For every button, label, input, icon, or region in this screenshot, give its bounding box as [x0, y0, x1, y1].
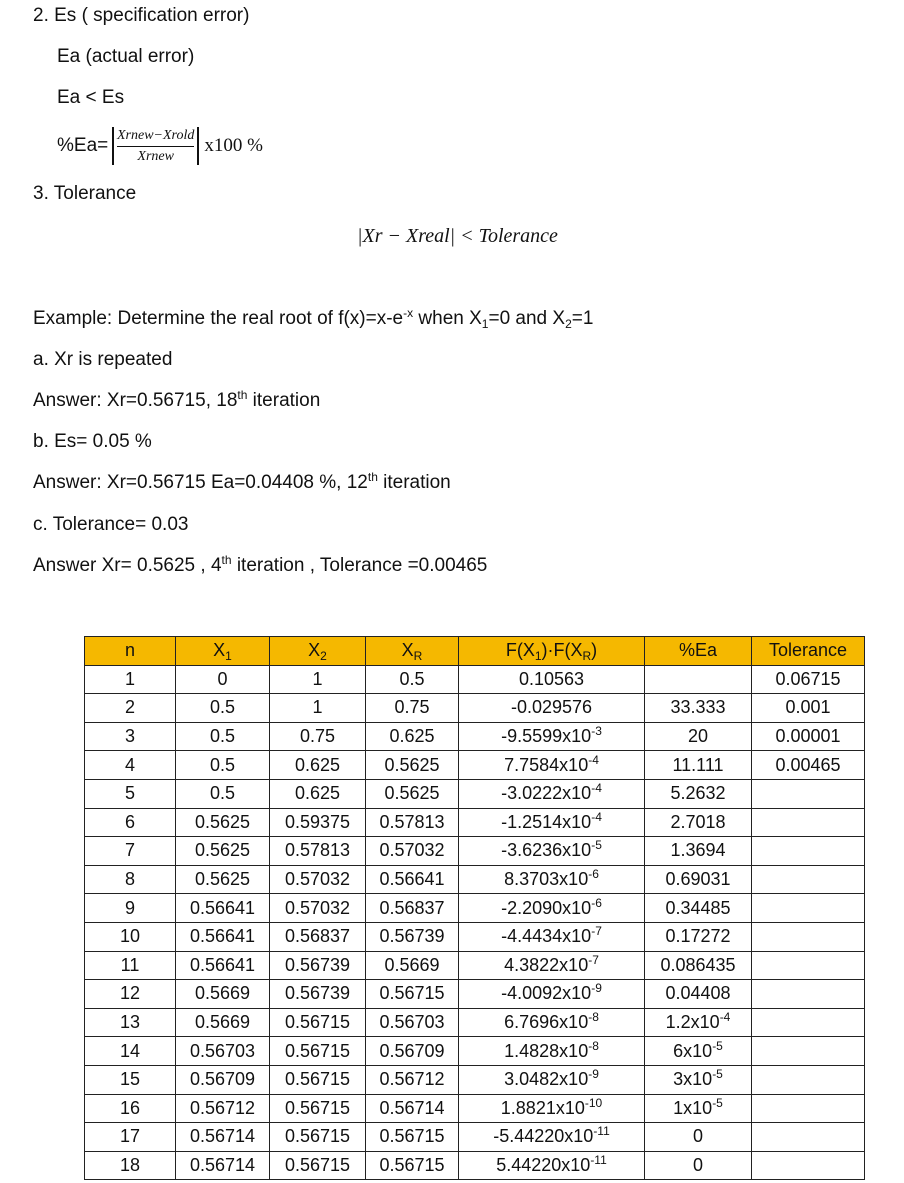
cell-ea: 0.34485 [645, 894, 752, 923]
cell-x2: 0.625 [270, 779, 366, 808]
example-exponent: -x [403, 306, 414, 320]
table-header-row [85, 637, 865, 666]
cell-n: 14 [85, 1037, 176, 1066]
part-c-sup: th [221, 553, 232, 567]
table-row [85, 1094, 865, 1123]
cell-n: 3 [85, 722, 176, 751]
cell-tolerance [752, 1008, 865, 1037]
cell-n: 15 [85, 1065, 176, 1094]
fraction-rule [117, 146, 194, 147]
cell-x1: 0 [176, 665, 270, 694]
cell-n: 1 [85, 665, 176, 694]
cell-x1: 0.56641 [176, 894, 270, 923]
cell-n: 8 [85, 865, 176, 894]
cell-x2: 0.56715 [270, 1151, 366, 1180]
cell-product: $1.8821x10^{-10}$ [459, 1094, 645, 1123]
table-row [85, 951, 865, 980]
example-subscript-2: 2 [565, 317, 572, 331]
table-row [85, 751, 865, 780]
cell-tolerance [752, 808, 865, 837]
example-text-mid: when X [413, 308, 482, 329]
tolerance-formula: |Xr − Xreal| < Tolerance [357, 225, 558, 247]
cell-tolerance [752, 837, 865, 866]
cell-ea [645, 665, 752, 694]
cell-n: 13 [85, 1008, 176, 1037]
example-text-suffix: =1 [571, 308, 594, 329]
cell-x1: 0.5625 [176, 837, 270, 866]
part-b-sup: th [367, 470, 378, 484]
cell-x1: 0.5669 [176, 1008, 270, 1037]
cell-n: 16 [85, 1094, 176, 1123]
part-a-answer [33, 389, 320, 413]
cell-product: $3.0482x10^{-9}$ [459, 1065, 645, 1094]
cell-ea: $6x10^{-5}$ [645, 1037, 752, 1066]
cell-n: 2 [85, 694, 176, 723]
cell-ea: $3x10^{-5}$ [645, 1065, 752, 1094]
cell-tolerance: 0.00465 [752, 751, 865, 780]
cell-x2: 0.56739 [270, 980, 366, 1009]
cell-xr: 0.56715 [366, 1151, 459, 1180]
cell-x1: 0.56703 [176, 1037, 270, 1066]
cell-xr: 0.57032 [366, 837, 459, 866]
cell-n: 7 [85, 837, 176, 866]
cell-product: 0.10563 [459, 665, 645, 694]
cell-product: $-1.2514x10^{-4}$ [459, 808, 645, 837]
formula-denominator: Xrnew [137, 148, 174, 164]
cell-x2: 0.57032 [270, 865, 366, 894]
cell-product: $-9.5599x10^{-3}$ [459, 722, 645, 751]
part-b-tail: iteration [377, 472, 451, 493]
cell-x2: 0.57813 [270, 837, 366, 866]
cell-x1: 0.56641 [176, 922, 270, 951]
cell-n: 11 [85, 951, 176, 980]
cell-x2: 1 [270, 665, 366, 694]
cell-x2: 0.56715 [270, 1065, 366, 1094]
part-a-answer-text: Answer: Xr=0.56715, 18 [33, 390, 238, 411]
cell-x2: 0.59375 [270, 808, 366, 837]
part-c-label: c. Tolerance= 0.03 [33, 514, 189, 535]
part-a-label: a. Xr is repeated [33, 349, 173, 370]
table-row [85, 808, 865, 837]
cell-x1: 0.5625 [176, 808, 270, 837]
cell-tolerance: 0.06715 [752, 665, 865, 694]
percent-error-formula [112, 127, 263, 165]
header-tolerance: Tolerance [752, 637, 865, 666]
cell-product: $-3.6236x10^{-5}$ [459, 837, 645, 866]
cell-x2: 0.57032 [270, 894, 366, 923]
cell-xr: 0.57813 [366, 808, 459, 837]
cell-product: $7.7584x10^{-4}$ [459, 751, 645, 780]
cell-x2: 0.56739 [270, 951, 366, 980]
cell-x1: 0.5625 [176, 865, 270, 894]
cell-x2: 0.75 [270, 722, 366, 751]
formula-fraction [114, 128, 197, 165]
cell-tolerance [752, 894, 865, 923]
cell-xr: 0.56714 [366, 1094, 459, 1123]
part-c-answer-text: Answer Xr= 0.5625 , 4 [33, 555, 222, 576]
cell-ea: 11.111 [645, 751, 752, 780]
header-ea: %Ea [645, 637, 752, 666]
cell-ea: 0.69031 [645, 865, 752, 894]
cell-ea: 0.086435 [645, 951, 752, 980]
cell-x2: 0.56715 [270, 1037, 366, 1066]
cell-product: $-2.2090x10^{-6}$ [459, 894, 645, 923]
cell-xr: 0.5625 [366, 751, 459, 780]
part-a-tail: iteration [247, 390, 321, 411]
table-row [85, 1065, 865, 1094]
cell-xr: 0.5 [366, 665, 459, 694]
cell-x1: 0.5 [176, 751, 270, 780]
cell-product: $5.44220x10^{-11}$ [459, 1151, 645, 1180]
header-x1: $X_1$ [176, 637, 270, 666]
header-n: n [85, 637, 176, 666]
table-row [85, 1037, 865, 1066]
cell-ea: $1x10^{-5}$ [645, 1094, 752, 1123]
cell-product: $8.3703x10^{-6}$ [459, 865, 645, 894]
cell-ea: 33.333 [645, 694, 752, 723]
formula-numerator: Xrnew−Xrold [117, 127, 195, 143]
cell-x2: 0.56715 [270, 1094, 366, 1123]
table-row [85, 1151, 865, 1180]
table-row [85, 865, 865, 894]
example-text-prefix: Example: Determine the real root of f(x)=x-e [33, 308, 404, 329]
cell-tolerance [752, 865, 865, 894]
cell-product: $6.7696x10^{-8}$ [459, 1008, 645, 1037]
table-row [85, 1123, 865, 1152]
table-row [85, 980, 865, 1009]
cell-x1: 0.56641 [176, 951, 270, 980]
cell-xr: 0.625 [366, 722, 459, 751]
cell-n: 18 [85, 1151, 176, 1180]
ea-condition: Ea < Es [57, 87, 125, 108]
cell-ea: $1.2x10^{-4}$ [645, 1008, 752, 1037]
cell-tolerance [752, 1094, 865, 1123]
example-statement [33, 307, 593, 331]
cell-xr: 0.56837 [366, 894, 459, 923]
part-c-answer [33, 554, 487, 578]
cell-xr: 0.5625 [366, 779, 459, 808]
cell-n: 9 [85, 894, 176, 923]
cell-x1: 0.5 [176, 722, 270, 751]
cell-tolerance: 0.00001 [752, 722, 865, 751]
cell-ea: 0 [645, 1151, 752, 1180]
table-row [85, 837, 865, 866]
cell-product: $-4.4434x10^{-7}$ [459, 922, 645, 951]
table-row [85, 722, 865, 751]
cell-xr: 0.5669 [366, 951, 459, 980]
table-row [85, 1008, 865, 1037]
header-product: $F(X_1)\cdot F(X_R)$ [459, 637, 645, 666]
cell-product: $-4.0092x10^{-9}$ [459, 980, 645, 1009]
table-row [85, 894, 865, 923]
part-b-label: b. Es= 0.05 % [33, 431, 152, 452]
cell-n: 6 [85, 808, 176, 837]
cell-xr: 0.56739 [366, 922, 459, 951]
cell-product: $4.3822x10^{-7}$ [459, 951, 645, 980]
formula-rhs: x100 % [204, 135, 263, 156]
part-b-answer [33, 471, 451, 495]
table-row [85, 665, 865, 694]
cell-xr: 0.56703 [366, 1008, 459, 1037]
cell-n: 12 [85, 980, 176, 1009]
bisection-iteration-table [84, 636, 865, 1180]
cell-ea: 0 [645, 1123, 752, 1152]
cell-xr: 0.56641 [366, 865, 459, 894]
cell-ea: 5.2632 [645, 779, 752, 808]
cell-xr: 0.56712 [366, 1065, 459, 1094]
cell-xr: 0.75 [366, 694, 459, 723]
cell-ea: 0.17272 [645, 922, 752, 951]
section-2-heading: 2. Es ( specification error) [33, 5, 250, 26]
cell-ea: 1.3694 [645, 837, 752, 866]
cell-n: 4 [85, 751, 176, 780]
cell-product: $-3.0222x10^{-4}$ [459, 779, 645, 808]
cell-tolerance [752, 779, 865, 808]
cell-tolerance [752, 1151, 865, 1180]
cell-xr: 0.56715 [366, 1123, 459, 1152]
cell-x2: 0.625 [270, 751, 366, 780]
cell-tolerance: 0.001 [752, 694, 865, 723]
cell-tolerance [752, 1123, 865, 1152]
cell-tolerance [752, 1037, 865, 1066]
example-text-mid2: =0 and X [488, 308, 566, 329]
cell-x1: 0.5 [176, 694, 270, 723]
cell-tolerance [752, 951, 865, 980]
formula-lhs: %Ea= [57, 135, 109, 156]
example-subscript-1: 1 [481, 317, 489, 331]
cell-x1: 0.56712 [176, 1094, 270, 1123]
cell-n: 17 [85, 1123, 176, 1152]
cell-x2: 1 [270, 694, 366, 723]
cell-x1: 0.5 [176, 779, 270, 808]
part-c-tail: iteration , Tolerance =0.00465 [231, 555, 488, 576]
part-b-answer-text: Answer: Xr=0.56715 Ea=0.04408 %, 12 [33, 472, 368, 493]
table-row [85, 922, 865, 951]
cell-tolerance [752, 1065, 865, 1094]
cell-x1: 0.56714 [176, 1123, 270, 1152]
header-xr: $X_R$ [366, 637, 459, 666]
table-row [85, 694, 865, 723]
section-3-heading: 3. Tolerance [33, 183, 137, 204]
cell-x2: 0.56715 [270, 1008, 366, 1037]
abs-bar-right [197, 127, 199, 165]
cell-n: 10 [85, 922, 176, 951]
cell-tolerance [752, 980, 865, 1009]
part-a-sup: th [237, 388, 248, 402]
cell-x1: 0.56714 [176, 1151, 270, 1180]
cell-ea: 0.04408 [645, 980, 752, 1009]
cell-ea: 2.7018 [645, 808, 752, 837]
table-row [85, 779, 865, 808]
cell-product: $-5.44220x10^{-11}$ [459, 1123, 645, 1152]
cell-x2: 0.56715 [270, 1123, 366, 1152]
cell-x2: 0.56837 [270, 922, 366, 951]
ea-definition: Ea (actual error) [57, 46, 195, 67]
cell-product: $1.4828x10^{-8}$ [459, 1037, 645, 1066]
cell-n: 5 [85, 779, 176, 808]
cell-xr: 0.56715 [366, 980, 459, 1009]
cell-xr: 0.56709 [366, 1037, 459, 1066]
header-x2: $X_2$ [270, 637, 366, 666]
cell-x1: 0.56709 [176, 1065, 270, 1094]
cell-product: -0.029576 [459, 694, 645, 723]
cell-tolerance [752, 922, 865, 951]
cell-x1: 0.5669 [176, 980, 270, 1009]
cell-ea: 20 [645, 722, 752, 751]
